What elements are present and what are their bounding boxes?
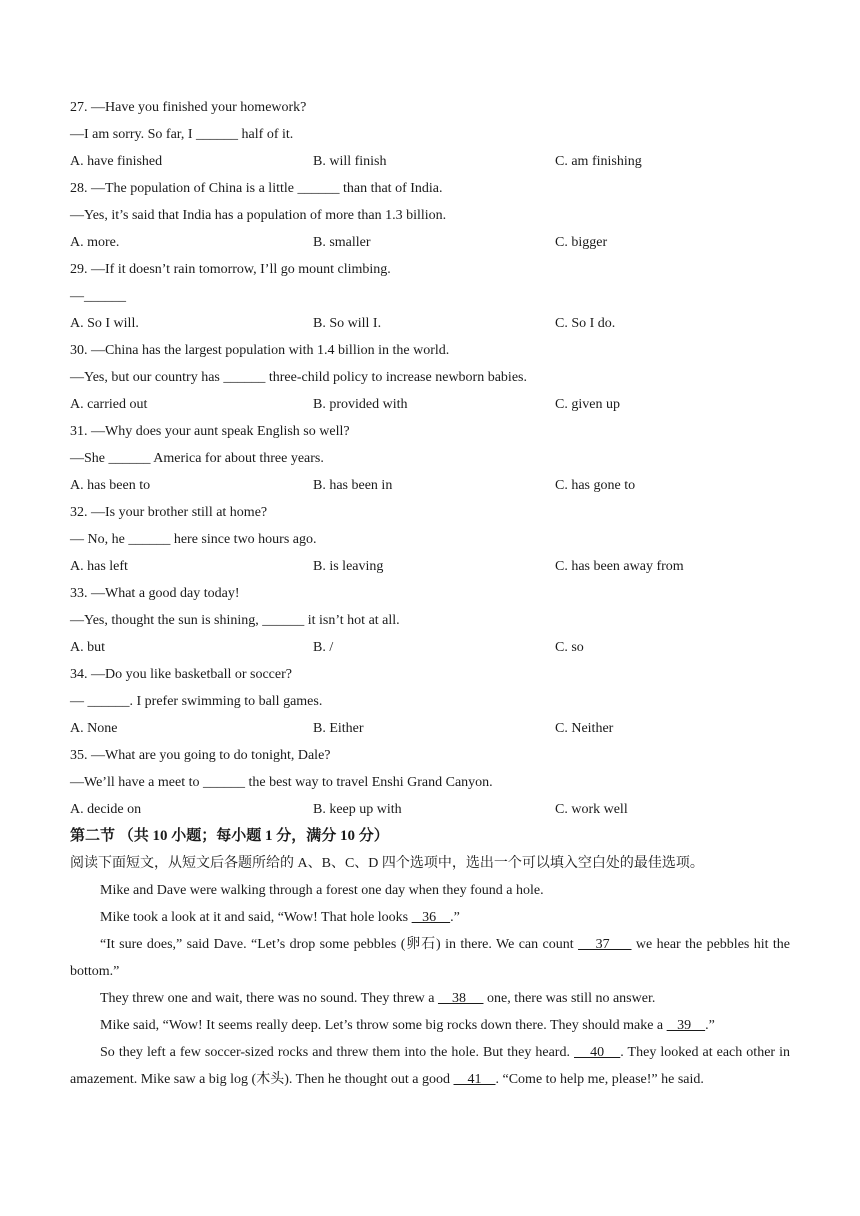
passage-text: They threw one and wait, there was no sound. They threw a [100,991,438,1006]
passage-paragraph [70,877,790,904]
question-32 [70,499,790,580]
question-stem: 27. —Have you finished your homework? [70,100,307,115]
question-28 [70,175,790,256]
question-reply: —Yes, thought the sun is shining, ______ it isn’t hot at all. [70,613,400,628]
section-instruction: 阅读下面短文，从短文后各题所给的 A、B、C、D 四个选项中，选出一个可以填入空白处的最佳选项。 [70,856,704,871]
cloze-passage [70,877,790,1093]
section-title: 第二节 （共 10 小题；每小题 1 分，满分 10 分） [70,828,389,844]
question-stem: 30. —China has the largest population with 1.4 billion in the world. [70,343,450,358]
blank-39: 39 [666,1018,706,1033]
question-reply: — ______. I prefer swimming to ball games. [70,694,323,709]
option-row [70,391,790,418]
option-row [70,634,790,661]
passage-text: “It sure does,” said Dave. “Let’s drop some pebbles (卵石) in there. We can count [100,937,579,952]
option-b: B. So will I. [313,316,382,331]
passage-text: Mike took a look at it and said, “Wow! That hole looks [100,910,412,925]
question-list [70,94,790,823]
option-c: C. am finishing [555,154,642,169]
option-b: B. has been in [313,478,393,493]
blank-40: 40 [574,1045,621,1060]
option-row [70,229,790,256]
question-stem: 34. —Do you like basketball or soccer? [70,667,292,682]
option-b: B. will finish [313,154,387,169]
question-reply: —We’ll have a meet to ______ the best way to travel Enshi Grand Canyon. [70,775,493,790]
question-reply: —She ______ America for about three years. [70,451,324,466]
option-a: A. carried out [70,397,148,412]
question-reply: —Yes, but our country has ______ three-child policy to increase newborn babies. [70,370,527,385]
option-c: C. work well [555,802,628,817]
option-c: C. Neither [555,721,614,736]
option-c: C. has been away from [555,559,684,574]
question-reply: —Yes, it’s said that India has a population of more than 1.3 billion. [70,208,447,223]
passage-paragraph [70,1012,790,1039]
question-stem: 29. —If it doesn’t rain tomorrow, I’ll go mount climbing. [70,262,391,277]
option-b: B. is leaving [313,559,384,574]
option-a: A. has been to [70,478,151,493]
passage-text: .” [450,910,460,925]
passage-text: Mike and Dave were walking through a forest one day when they found a hole. [100,883,544,898]
question-34 [70,661,790,742]
option-row [70,310,790,337]
option-row [70,148,790,175]
passage-text: Mike said, “Wow! It seems really deep. Let’s throw some big rocks down there. They should make a [100,1018,667,1033]
option-b: B. provided with [313,397,408,412]
blank-37: 37 [578,937,632,952]
question-stem: 33. —What a good day today! [70,586,240,601]
blank-41: 41 [453,1072,496,1087]
passage-text: we hear the pebbles hit the bottom.” [70,937,791,979]
option-row [70,472,790,499]
passage-text: one, there was still no answer. [483,991,656,1006]
question-reply: —______ [70,289,126,304]
question-stem: 28. —The population of China is a little ______ than that of India. [70,181,443,196]
option-a: A. has left [70,559,128,574]
option-b: B. Either [313,721,364,736]
option-row [70,715,790,742]
question-stem: 31. —Why does your aunt speak English so well? [70,424,350,439]
question-33 [70,580,790,661]
option-a: A. but [70,640,105,655]
option-b: B. smaller [313,235,371,250]
question-reply: — No, he ______ here since two hours ago. [70,532,317,547]
option-a: A. So I will. [70,316,139,331]
option-row [70,553,790,580]
option-a: A. decide on [70,802,142,817]
option-c: C. given up [555,397,620,412]
question-27 [70,94,790,175]
passage-text: .” [705,1018,715,1033]
question-stem: 35. —What are you going to do tonight, Dale? [70,748,331,763]
option-b: B. keep up with [313,802,402,817]
question-31 [70,418,790,499]
passage-paragraph [70,931,790,985]
option-a: A. more. [70,235,120,250]
option-c: C. has gone to [555,478,636,493]
option-a: A. None [70,721,118,736]
blank-36: 36 [411,910,451,925]
option-c: C. so [555,640,584,655]
passage-text: . “Come to help me, please!” he said. [495,1072,704,1087]
question-reply: —I am sorry. So far, I ______ half of it. [70,127,294,142]
passage-text: So they left a few soccer-sized rocks and threw them into the hole. But they heard. [100,1045,574,1060]
blank-38: 38 [437,991,484,1006]
passage-paragraph [70,985,790,1012]
option-c: C. So I do. [555,316,616,331]
option-a: A. have finished [70,154,163,169]
document-page [70,94,790,1093]
option-b: B. / [313,640,334,655]
option-c: C. bigger [555,235,608,250]
passage-paragraph [70,1039,790,1093]
question-30 [70,337,790,418]
passage-text: . They looked at each other in amazement. Mike saw a big log (木头). Then he thought out a good [70,1045,790,1087]
option-row [70,796,790,823]
question-35 [70,742,790,823]
question-stem: 32. —Is your brother still at home? [70,505,268,520]
question-29 [70,256,790,337]
passage-paragraph [70,904,790,931]
